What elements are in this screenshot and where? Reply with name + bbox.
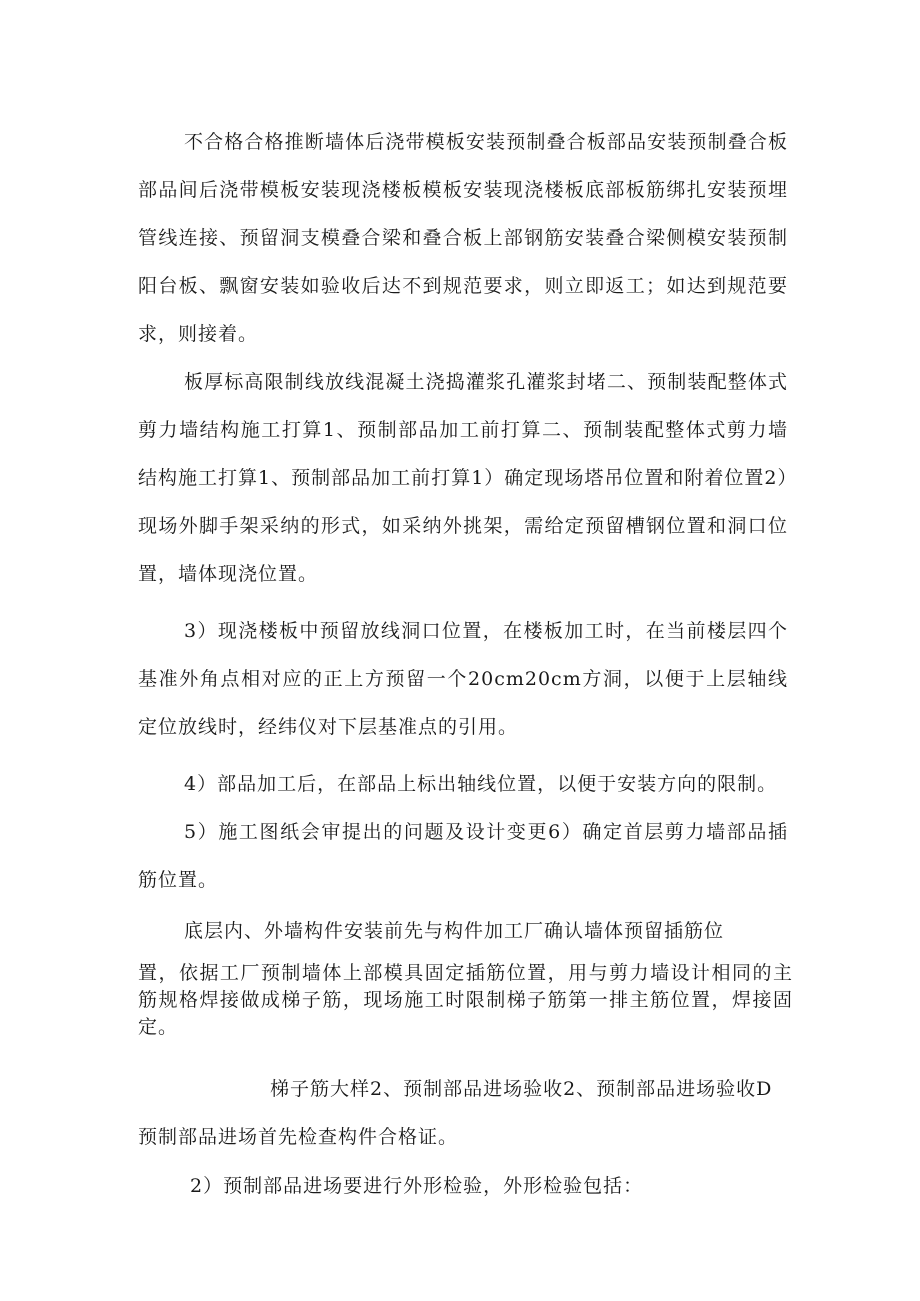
paragraph-ladder-rebar: 置，依据工厂预制墙体上部模具固定插筋位置，用与剪力墙设计相同的主筋规格焊接做成梯子筋，现场施工时限制梯子筋第一排主筋位置，焊接固定。 [138, 962, 793, 1038]
paragraph-acceptance-sequence: 不合格合格推断墙体后浇带模板安装预制叠合板部品安装预制叠合板部品间后浇带模板安装现浇楼板模板安装现浇楼板底部板筋绑扎安装预埋管线连接、预留洞支模叠合梁和叠合板上部钢筋安装叠合梁侧模安装预制阳台板、飘窗安装如验收后达不到规范要求，则立即返工；如达到规范要求，则接着。 [138, 131, 788, 345]
paragraph-construction-plan: 板厚标高限制线放线混凝土浇捣灌浆孔灌浆封堵二、预制装配整体式剪力墙结构施工打算1、预制部品加工前打算二、预制装配整体式剪力墙结构施工打算1、预制部品加工前打算1）确定现场塔吊位置和附着位置2）现场外脚手架采纳的形式，如采纳外挑架，需给定预留槽钢位置和洞口位置，墙体现浇位置。 [138, 371, 788, 585]
paragraph-shape-inspection: 2）预制部品进场要进行外形检验，外形检验包括： [190, 1175, 644, 1197]
ladder-rebar-caption: 梯子筋大样2、预制部品进场验收2、预制部品进场验收D [270, 1078, 773, 1100]
paragraph-floor-opening: 3）现浇楼板中预留放线洞口位置，在楼板加工时，在当前楼层四个基准外角点相对应的正上方预留一个20cm20cm方洞，以便于上层轴线定位放线时，经纬仪对下层基准点的引用。 [138, 620, 788, 738]
paragraph-design-review: 5）施工图纸会审提出的问题及设计变更6）确定首层剪力墙部品插筋位置。 [138, 821, 788, 891]
paragraph-wall-rebar-heading: 底层内、外墙构件安装前先与构件加工厂确认墙体预留插筋位 [184, 920, 725, 942]
paragraph-axis-marking: 4）部品加工后，在部品上标出轴线位置，以便于安装方向的限制。 [184, 773, 778, 795]
paragraph-inspection-intro [138, 1065, 788, 1161]
certificate-check-line: 预制部品进场首先检查构件合格证。 [138, 1126, 459, 1148]
